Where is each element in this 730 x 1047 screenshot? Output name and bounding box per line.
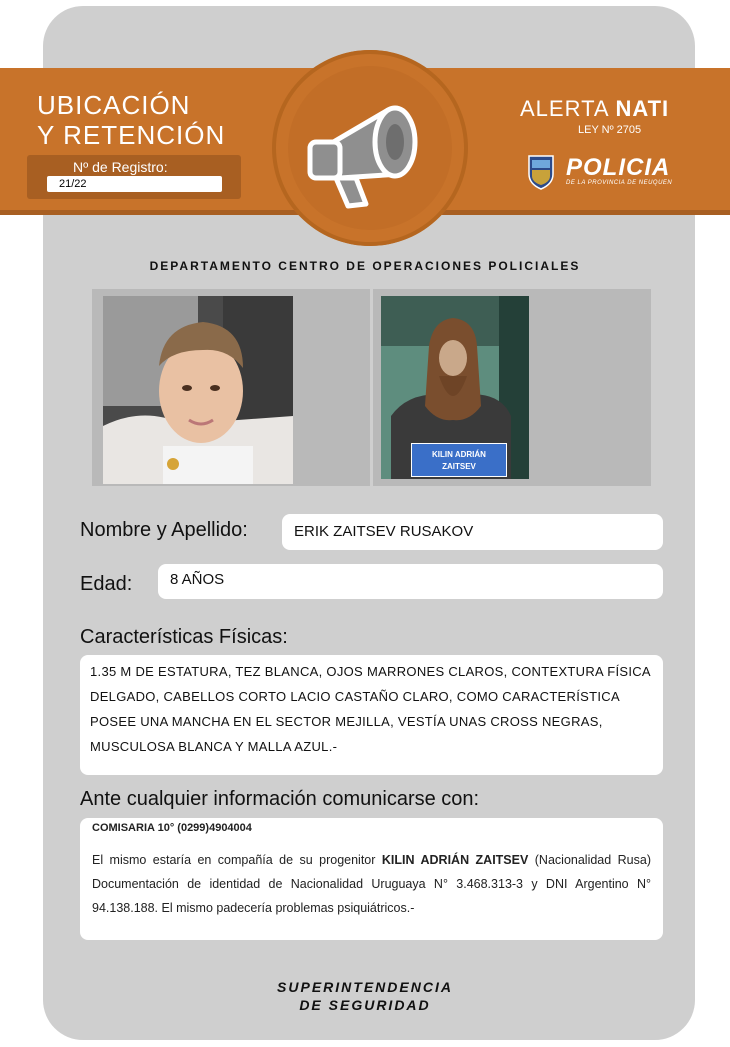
ley-number: LEY Nº 2705 <box>578 124 642 136</box>
alerta-prefix: ALERTA <box>520 96 609 121</box>
edad-field: 8 AÑOS <box>158 564 663 599</box>
info-text <box>92 848 651 920</box>
info-name: KILIN ADRIÁN ZAITSEV <box>381 853 529 867</box>
caracteristicas-label: Características Físicas: <box>80 626 288 648</box>
footer-superintendencia <box>0 978 730 1014</box>
contacto-label: Ante cualquier información comunicarse con: <box>80 788 480 810</box>
alerta-nati-title <box>520 96 669 122</box>
comisaria-contact: COMISARIA 10° (0299)4904004 <box>92 822 252 834</box>
nombre-label: Nombre y Apellido: <box>80 519 248 541</box>
police-shield-icon <box>526 152 556 190</box>
registro-label: Nº de Registro: <box>73 159 168 175</box>
caracteristicas-field: 1.35 M DE ESTATURA, TEZ BLANCA, OJOS MARRONES CLAROS, CONTEXTURA FÍSICA DELGADO, CABELLOS CORTO LACIO CASTAÑO CLARO, COMO CARACTERÍSTICA POSEE UNA MANCHA EN EL SECTOR MEJILLA, VESTÍA UNAS CROSS NEGRAS, MUSCULOSA BLANCA Y MALLA AZUL.- <box>80 655 663 775</box>
alerta-name: NATI <box>615 96 670 121</box>
alert-title-line1: UBICACIÓN <box>37 90 191 120</box>
provincia-text: DE LA PROVINCIA DE NEUQUEN <box>566 180 673 186</box>
nombre-field: ERIK ZAITSEV RUSAKOV <box>282 514 663 550</box>
footer-line2: DE SEGURIDAD <box>299 997 431 1013</box>
alert-title <box>37 90 225 150</box>
info-part1: El mismo estaría en compañía de su progenitor <box>92 853 382 867</box>
adult-photo-caption <box>411 443 507 477</box>
child-photo <box>103 296 293 484</box>
footer-line1: SUPERINTENDENCIA <box>277 979 453 995</box>
adult-caption-line1: KILIN ADRIÁN <box>432 450 486 459</box>
adult-caption-line2: ZAITSEV <box>442 462 476 471</box>
edad-label: Edad: <box>80 573 133 595</box>
megaphone-icon <box>300 82 440 212</box>
contacto-field <box>80 818 663 940</box>
registro-value: 21/22 <box>47 176 222 192</box>
department-title: DEPARTAMENTO CENTRO DE OPERACIONES POLICIALES <box>149 259 581 273</box>
info-part2: (Nacionalidad Rusa) Documentación de identidad de Nacionalidad Uruguaya N° 3.468.313-3 y DNI Argentino N° 94.138.188. El mismo padecería problemas psiquiátricos.- <box>92 853 651 915</box>
alert-title-line2: Y RETENCIÓN <box>37 120 226 150</box>
policia-logo-text: POLICIA <box>566 154 671 181</box>
